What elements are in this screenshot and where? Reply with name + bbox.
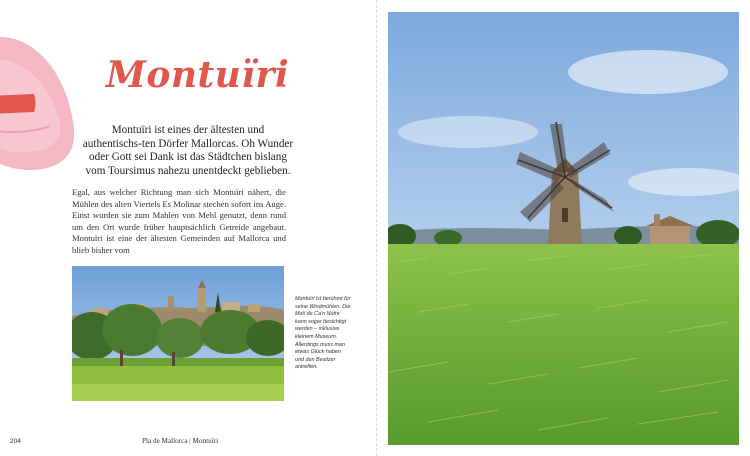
village-photo	[72, 266, 284, 401]
page-number: 204	[10, 438, 21, 445]
running-head: Pla de Mallorca | Montuïri	[142, 437, 219, 445]
body-paragraph: Egal, aus welcher Richtung man sich Montuïri nähert, die Mühlen des alten Viertels Es Molinar stechen sofort ins Auge. Einst wurden sie zum Mahlen von Mehl genutzt, denn rund um den Ort wurde früher hauptsächlich Getreide angebaut. Montuïri ist eine der ältesten Gemeinden auf Mallorca und blieb bisher vom	[72, 187, 286, 255]
hat-illustration	[0, 30, 82, 180]
windmill-photo	[388, 12, 739, 445]
lead-paragraph: Montuïri ist eines der ältesten und authentischs-ten Dörfer Mallorcas. Oh Wunder oder Gott sei Dank ist das Städtchen bislang vom Toursimus nahezu unentdeckt geblieben.	[82, 124, 294, 177]
photo-caption: Montuïri ist berühmt für seine Windmühlen. Die Molí de Ca'n Nofre kann sogar besichtigt werden – inklusive kleinem Museum. Allerdings muss man etwas Glück haben und den Besitzer antreffen.	[295, 296, 351, 371]
article-title: Montuïri	[106, 54, 290, 96]
